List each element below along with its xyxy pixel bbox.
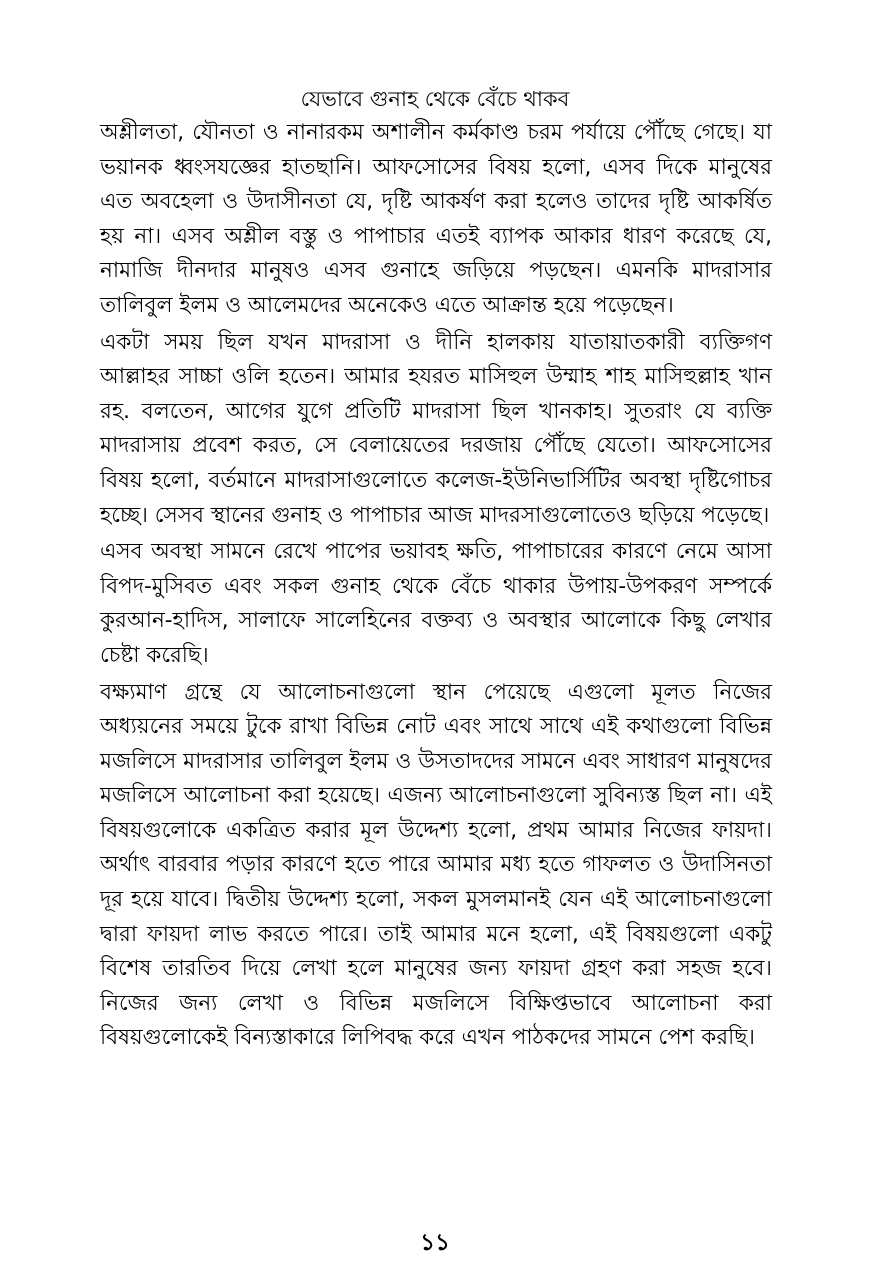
page-number: ১১ [420, 1230, 450, 1256]
paragraph-2: একটা সময় ছিল যখন মাদরাসা ও দীনি হালকায় যাতায়াতকারী ব্যক্তিগণ আল্লাহর সাচ্চা ওলি হতেন। আমার হযরত মাসিহুল উম্মাহ শাহ মাসিহুল্লাহ খান রহ. বলতেন, আগের যুগে প্রতিটি মাদরাসা ছিল খানকাহ। সুতরাং যে ব্যক্তি মাদরাসায় প্রবেশ করত, সে বেলায়েতের দরজায় পৌঁছে যেতো। আফসোসের বিষয় হলো, বর্তমানে মাদরাসাগুলোতে কলেজ-ইউনিভার্সিটির অবস্থা দৃষ্টিগোচর হচ্ছে। সেসব স্থানের গুনাহ ও পাপাচার আজ মাদরসাগুলোতেও ছড়িয়ে পড়েছে। [100, 329, 772, 528]
paragraph-1: অশ্লীলতা, যৌনতা ও নানারকম অশালীন কর্মকাণ্ড চরম পর্যায়ে পৌঁছে গেছে। যা ভয়ানক ধ্বংসযজ্ঞের হাতছানি। আফসোসের বিষয় হলো, এসব দিকে মানুষের এত অবহেলা ও উদাসীনতা যে, দৃষ্টি আকর্ষণ করা হলেও তাদের দৃষ্টি আকর্ষিত হয় না। এসব অশ্লীল বস্তু ও পাপাচার এতই ব্যাপক আকার ধারণ করেছে যে, নামাজি দীনদার মানুষও এসব গুনাহে জড়িয়ে পড়ছেন। এমনকি মাদরাসার তালিবুল ইলম ও আলেমদের অনেকেও এতে আক্রান্ত হয়ে পড়েছেন। [100, 120, 772, 318]
paragraph-3: এসব অবস্থা সামনে রেখে পাপের ভয়াবহ ক্ষতি, পাপাচারের কারণে নেমে আসা বিপদ-মুসিবত এবং সকল গুনাহ থেকে বেঁচে থাকার উপায়-উপকরণ সম্পর্কে কুরআন-হাদিস, সালাফে সালেহিনের বক্তব্য ও অবস্থার আলোকে কিছু লেখার চেষ্টা করেছি। [100, 539, 772, 668]
running-header-title: যেভাবে গুনাহ থেকে বেঁচে থাকব [300, 87, 570, 111]
paragraph-4: বক্ষ্যমাণ গ্রন্থে যে আলোচনাগুলো স্থান পেয়েছে এগুলো মূলত নিজের অধ্যয়নের সময়ে টুকে রাখা বিভিন্ন নোট এবং সাথে সাথে এই কথাগুলো বিভিন্ন মজলিসে মাদরাসার তালিবুল ইলম ও উসতাদদের সামনে এবং সাধারণ মানুষদের মজলিসে আলোচনা করা হয়েছে। এজন্য আলোচনাগুলো সুবিন্যস্ত ছিল না। এই বিষয়গুলোকে একত্রিত করার মূল উদ্দেশ্য হলো, প্রথম আমার নিজের ফায়দা। অর্থাৎ বারবার পড়ার কারণে হতে পারে আমার মধ্য হতে গাফলত ও উদাসিনতা দূর হয়ে যাবে। দ্বিতীয় উদ্দেশ্য হলো, সকল মুসলমানই যেন এই আলোচনাগুলো দ্বারা ফায়দা লাভ করতে পারে। তাই আমার মনে হলো, এই বিষয়গুলো একটু বিশেষ তারতিব দিয়ে লেখা হলে মানুষের জন্য ফায়দা গ্রহণ করা সহজ হবে। নিজের জন্য লেখা ও বিভিন্ন মজলিসে বিক্ষিপ্তভাবে আলোচনা করা বিষয়গুলোকেই বিন্যস্তাকারে লিপিবদ্ধ করে এখন পাঠকদের সামনে পেশ করছি। [100, 679, 772, 1051]
body-text [100, 116, 772, 1058]
